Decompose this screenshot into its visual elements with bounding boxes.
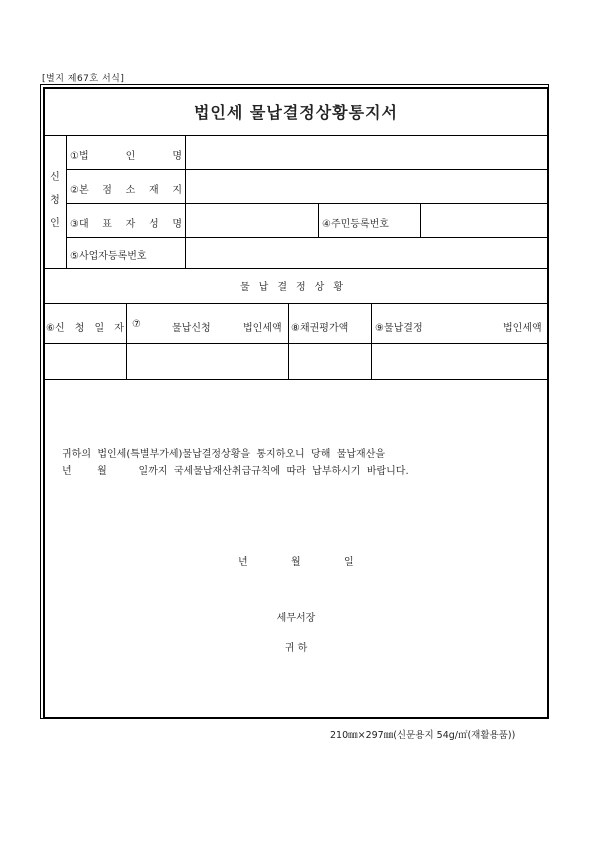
divider [66, 135, 67, 268]
business-number-label: ⑤사업자등록번호 [70, 251, 147, 262]
decision-tax-field[interactable] [372, 344, 548, 378]
side-char: 신 [50, 172, 60, 183]
resident-number-label: ④주민등록번호 [322, 219, 389, 230]
paper-spec-footer: 210㎜×297㎜(신문용지 54g/㎡(재활용품)) [330, 730, 516, 741]
date-year: 년 [238, 557, 248, 568]
honorific: 귀 하 [284, 643, 308, 654]
divider [318, 203, 319, 237]
form-reference: [별지 제67호 서식] [42, 74, 125, 84]
status-section-heading: 물납결정상황 [240, 282, 352, 293]
divider [43, 268, 549, 269]
divider [43, 379, 549, 380]
resident-number-field[interactable] [421, 204, 548, 237]
hq-address-field[interactable] [186, 170, 548, 203]
date-month: 월 [291, 557, 301, 568]
request-label-header: 물납신청 [172, 323, 211, 334]
date-day: 일 [344, 557, 354, 568]
divider [43, 303, 549, 304]
request-tax-field[interactable] [127, 344, 287, 378]
request-number-header: ⑦ [132, 319, 141, 330]
representative-field[interactable] [186, 204, 317, 237]
side-char: 청 [50, 195, 60, 206]
corp-name-field[interactable] [186, 136, 548, 169]
form-title: 법인세 물납결정상황통지서 [193, 103, 399, 122]
tax-office-head: 세무서장 [276, 613, 316, 624]
hq-address-label: ②본 점 소 재 지 [70, 185, 182, 196]
request-date-field[interactable] [44, 344, 125, 378]
business-number-field[interactable] [186, 238, 548, 268]
decision-tax-header: 법인세액 [503, 323, 542, 334]
representative-label: ③대 표 자 성 명 [70, 219, 182, 230]
applicant-side-label [45, 166, 65, 235]
bond-value-field[interactable] [289, 344, 370, 378]
bond-value-header: ⑧채권평가액 [291, 323, 349, 334]
notice-line-2: 년 월 일까지 국세물납재산취급규칙에 따라 납부하시기 바랍니다. [62, 466, 409, 477]
decision-label-header: ⑨물납결정 [375, 323, 423, 334]
request-tax-header: 법인세액 [243, 323, 282, 334]
notice-line-1: 귀하의 법인세(특별부가세)물납결정상황을 통지하오니 당해 물납재산을 [62, 449, 386, 460]
side-char: 인 [50, 218, 60, 229]
request-date-header: ⑥신 청 일 자 [46, 323, 124, 334]
corp-name-label: ①법 인 명 [70, 151, 182, 162]
